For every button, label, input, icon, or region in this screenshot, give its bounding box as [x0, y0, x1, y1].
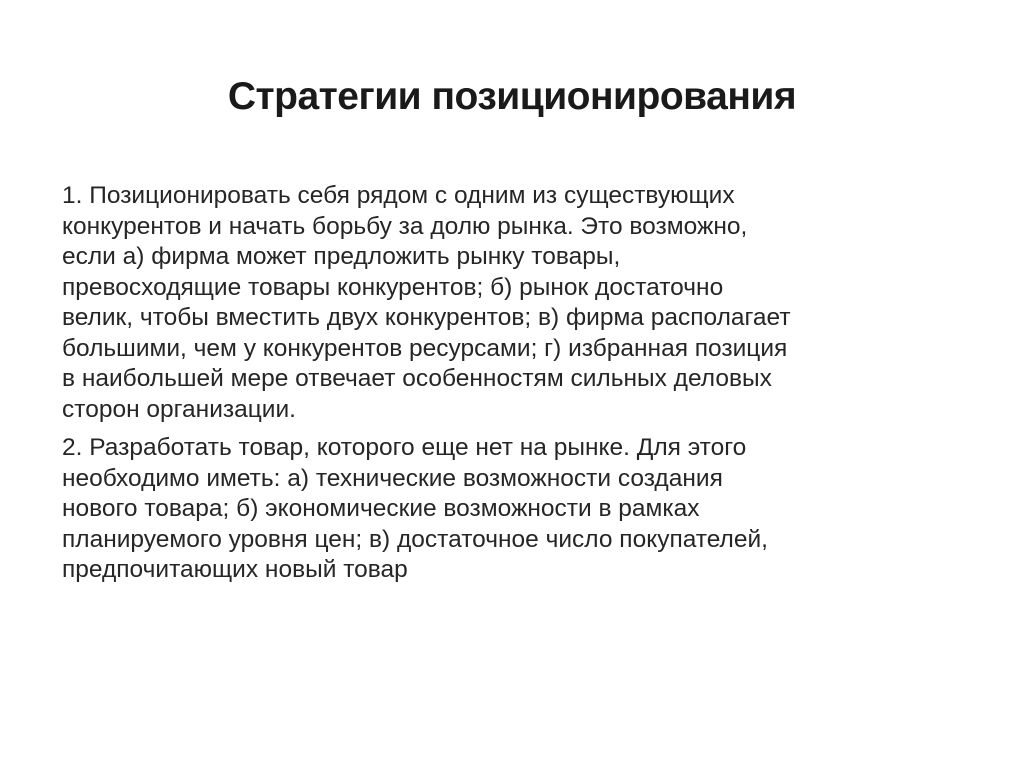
item-1-line: если а) фирма может предложить рынку товары,: [62, 243, 621, 270]
slide-title: Стратегии позиционирования: [227, 75, 797, 118]
item-1-line: 1. Позиционировать себя рядом с одним из существующих: [62, 182, 735, 209]
item-2-line: 2. Разработать товар, которого еще нет на рынке. Для этого: [62, 434, 747, 461]
body-list: [62, 181, 967, 594]
item-1-line: сторон организации.: [62, 395, 296, 423]
list-item-1: [62, 181, 967, 425]
item-2-line: предпочитающих новый товар: [62, 556, 408, 583]
list-item-2: [62, 433, 967, 586]
item-2-line: необходимо иметь: а) технические возможности создания: [62, 464, 723, 492]
item-2-line: планируемого уровня цен; в) достаточное число покупателей,: [62, 525, 768, 553]
item-1-line: превосходящие товары конкурентов; б) рынок достаточно: [62, 273, 724, 301]
item-1-line: большими, чем у конкурентов ресурсами; г) избранная позиция: [62, 334, 788, 362]
item-1-line: в наибольшей мере отвечает особенностям сильных деловых: [62, 365, 772, 392]
item-1-line: конкурентов и начать борьбу за долю рынка. Это возможно,: [62, 212, 748, 240]
item-2-line: нового товара; б) экономические возможности в рамках: [62, 495, 700, 522]
item-1-line: велик, чтобы вместить двух конкурентов; в) фирма располагает: [62, 304, 791, 331]
